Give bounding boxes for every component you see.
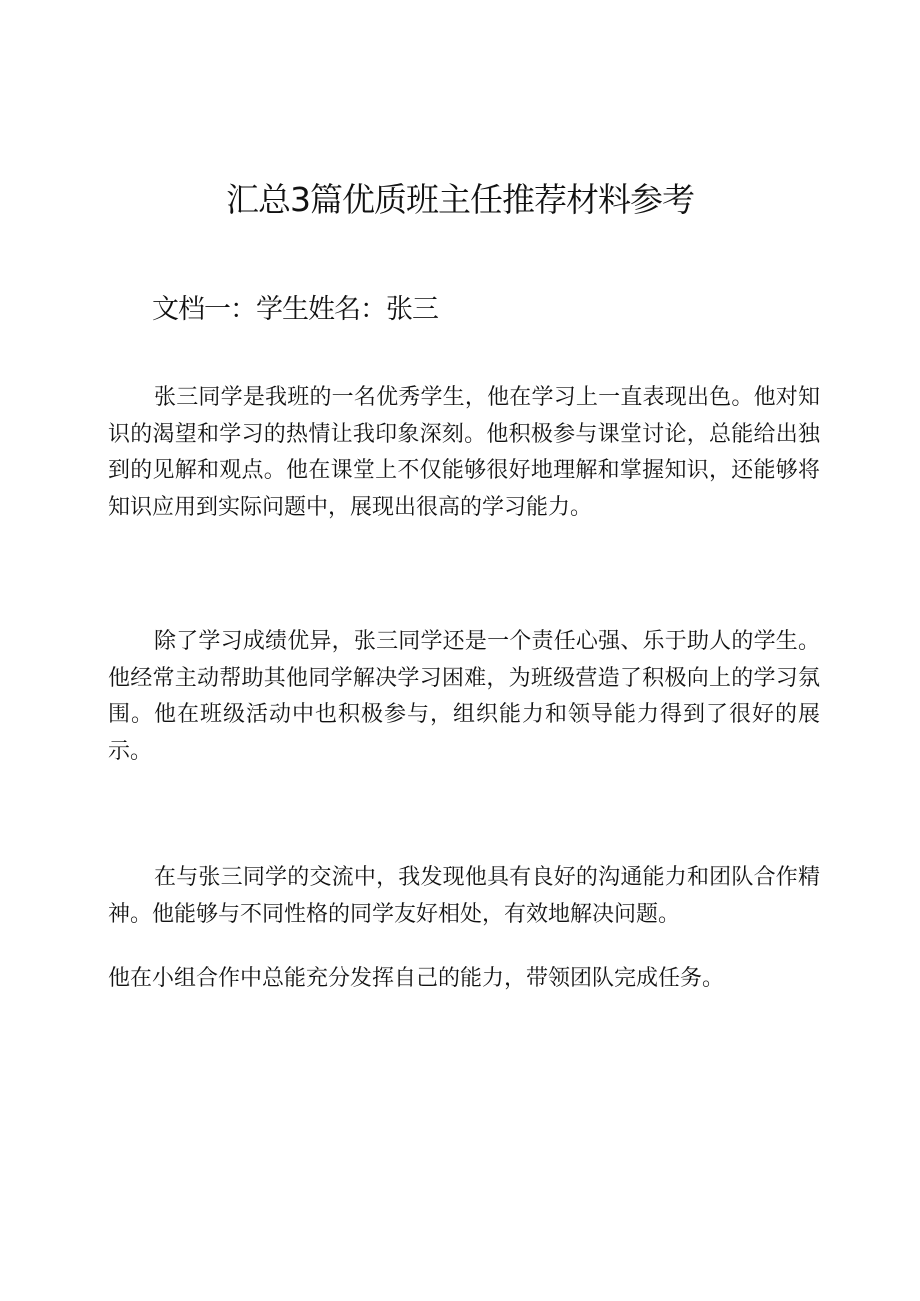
paragraph: 在与张三同学的交流中，我发现他具有良好的沟通能力和团队合作精神。他能够与不同性格的同学友好相处，有效地解决问题。 <box>108 865 820 927</box>
paragraph: 他在小组合作中总能充分发挥自己的能力，带领团队完成任务。 <box>108 966 725 991</box>
document-title: 汇总3篇优质班主任推荐材料参考 <box>226 180 694 219</box>
paragraph: 张三同学是我班的一名优秀学生，他在学习上一直表现出色。他对知识的渴望和学习的热情让我印象深刻。他积极参与课堂讨论，总能给出独到的见解和观点。他在课堂上不仅能够很好地理解和掌握知识，还能够将知识应用到实际问题中，展现出很高的学习能力。 <box>108 385 820 521</box>
section-heading: 文档一：学生姓名：张三 <box>152 294 438 325</box>
paragraph: 除了学习成绩优异，张三同学还是一个责任心强、乐于助人的学生。他经常主动帮助其他同学解决学习困难，为班级营造了积极向上的学习氛围。他在班级活动中也积极参与，组织能力和领导能力得到了很好的展示。 <box>108 629 820 765</box>
